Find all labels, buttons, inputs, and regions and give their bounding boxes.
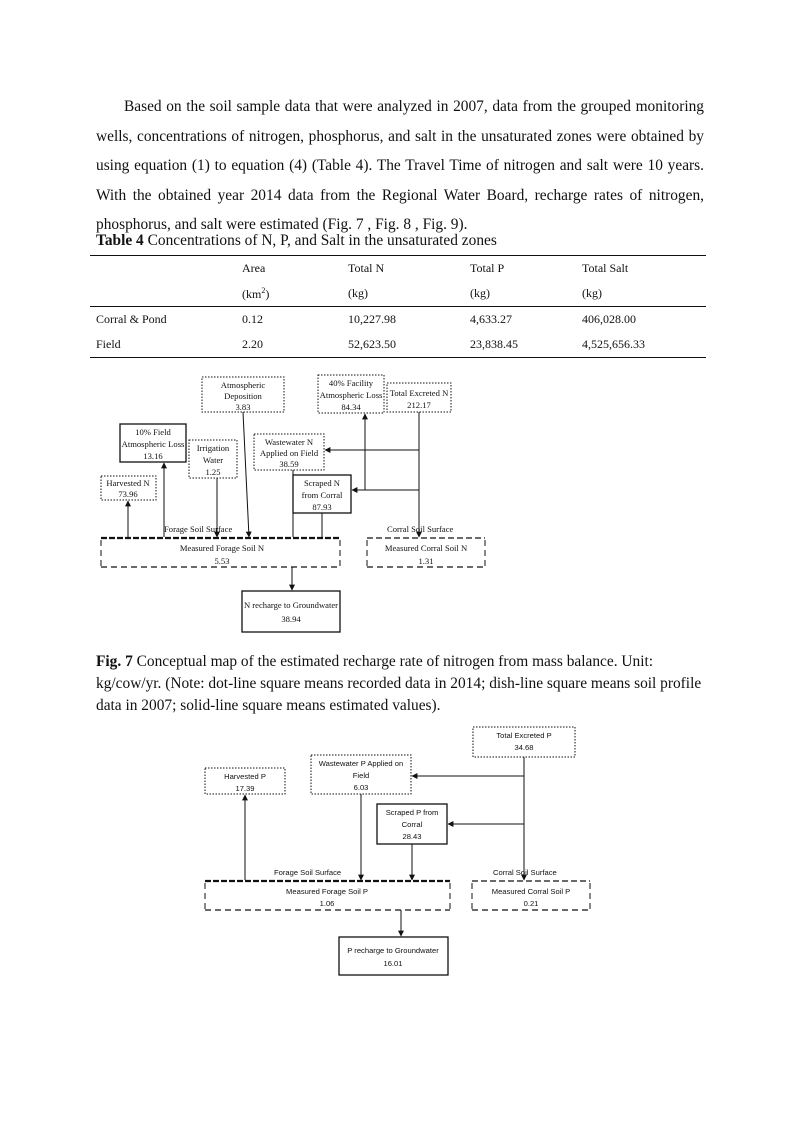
fig7-scr-l1: Scraped N <box>303 478 341 488</box>
fig8-tot-exc-v: 34.68 <box>514 743 534 752</box>
fig7-recharge-l1: N recharge to Groundwater <box>243 600 339 610</box>
fig7-field-loss-l2: Atmospheric Loss <box>121 439 185 449</box>
fig7-corral-surface-label: Corral Soil Surface <box>387 524 454 534</box>
header-area: Area <box>242 256 348 282</box>
fig7-recharge-v: 38.94 <box>281 614 301 624</box>
unit-total-n: (kg) <box>348 286 368 300</box>
fig7-ww-v: 38.59 <box>279 459 299 469</box>
fig7-irr-l2: Water <box>202 455 224 465</box>
fig8-harv-l1: Harvested P <box>224 772 266 781</box>
paragraph-text: Based on the soil sample data that were analyzed in 2007, data from the grouped monitoring wells, concentrations of nitrogen, phosphorus, and salt in the unsaturated zones were obtained by using equation (1) to equation (4) (Table 4). The Travel Time of nitrogen and salt were 10 years. With the obtained year 2014 data from the Regional Water Board, recharge rates of nitrogen, phosphorus, and salt were estimated (Fig. 7 , Fig. 8 , Fig. 9). <box>96 98 704 234</box>
unit-area-sup: 2 <box>261 285 266 295</box>
table-caption-label: Table 4 <box>96 232 144 249</box>
fig8-forage-surface-label: Forage Soil Surface <box>274 868 342 877</box>
fig8-ww-l2: Field <box>352 771 370 780</box>
cell-area: 0.12 <box>242 307 348 333</box>
fig8-scr-v: 28.43 <box>402 832 422 841</box>
fig8-recharge-v: 16.01 <box>383 959 403 968</box>
fig8-meas-forage-l1: Measured Forage Soil P <box>286 887 368 896</box>
fig8-scr-l2: Corral <box>401 820 423 829</box>
unit-area-close: ) <box>265 286 270 301</box>
fig7-atm-dep-l1: Atmospheric <box>220 380 266 390</box>
header-total-p: Total P <box>470 256 582 282</box>
fig8-recharge-l1: P recharge to Groundwater <box>347 946 439 955</box>
fig8-box-recharge <box>339 937 448 975</box>
fig7-meas-forage-v: 5.53 <box>214 556 230 566</box>
header-total-n: Total N <box>348 256 470 282</box>
fig7-atm-dep-v: 3.83 <box>235 402 251 412</box>
cell-total-n: 52,623.50 <box>348 332 470 358</box>
fig7-ww-l1: Wastewater N <box>264 437 314 447</box>
fig7-meas-forage-l1: Measured Forage Soil N <box>179 543 265 553</box>
unit-total-salt: (kg) <box>582 286 602 300</box>
cell-site: Field <box>90 332 242 358</box>
fig8-corral-surface-label: Corral Soil Surface <box>493 868 557 877</box>
fig8-ww-l1: Wastewater P Applied on <box>318 759 404 768</box>
fig7-harv-l1: Harvested N <box>106 478 150 488</box>
fig7-nitrogen-diagram <box>101 375 485 632</box>
fig8-scr-l1: Scraped P from <box>385 808 439 817</box>
cell-total-salt: 4,525,656.33 <box>582 332 706 358</box>
fig7-fac-loss-l1: 40% Facility <box>328 378 374 388</box>
fig7-fac-loss-v: 84.34 <box>341 402 361 412</box>
fig7-atm-dep-l2: Deposition <box>224 391 262 401</box>
figure-7-caption <box>96 651 708 716</box>
fig8-meas-corral-v: 0.21 <box>523 899 539 908</box>
unit-total-p: (kg) <box>470 286 490 300</box>
fig7-scr-l2: from Corral <box>301 490 343 500</box>
fig7-scr-v: 87.93 <box>312 502 332 512</box>
figure-7-caption-label: Fig. 7 <box>96 653 133 670</box>
cell-total-n: 10,227.98 <box>348 307 470 333</box>
fig8-harv-v: 17.39 <box>235 784 255 793</box>
fig7-field-loss-l1: 10% Field <box>135 427 171 437</box>
fig7-irr-v: 1.25 <box>205 467 221 477</box>
figure-7-caption-text: Conceptual map of the estimated recharge rate of nitrogen from mass balance. Unit: kg/cow/yr. (Note: dot-line square means recorded data in 2014; dish-line square means soil profile data in 2007; solid-line square means estimated values). <box>96 653 702 714</box>
fig7-harv-v: 73.96 <box>118 489 138 499</box>
fig7-fac-loss-l2: Atmospheric Loss <box>319 390 383 400</box>
cell-site: Corral & Pond <box>90 307 242 333</box>
cell-area: 2.20 <box>242 332 348 358</box>
fig8-phosphorus-diagram <box>205 727 590 975</box>
unit-area-text: (km <box>242 286 262 301</box>
fig8-ww-v: 6.03 <box>353 783 369 792</box>
fig7-forage-surface-label: Forage Soil Surface <box>164 524 233 534</box>
fig7-tot-exc-v: 212.17 <box>407 400 431 410</box>
cell-total-salt: 406,028.00 <box>582 307 706 333</box>
fig8-meas-corral-l1: Measured Corral Soil P <box>491 887 571 896</box>
fig7-box-recharge <box>242 591 340 632</box>
fig7-tot-exc-l1: Total Excreted N <box>389 388 449 398</box>
fig7-meas-corral-l1: Measured Corral Soil N <box>384 543 468 553</box>
fig8-meas-forage-v: 1.06 <box>319 899 335 908</box>
fig7-ww-l2: Applied on Field <box>259 448 319 458</box>
header-total-salt: Total Salt <box>582 256 706 282</box>
cell-total-p: 4,633.27 <box>470 307 582 333</box>
cell-total-p: 23,838.45 <box>470 332 582 358</box>
table-caption-text: Concentrations of N, P, and Salt in the unsaturated zones <box>147 232 497 249</box>
fig8-tot-exc-l1: Total Excreted P <box>496 731 552 740</box>
fig7-irr-l1: Irrigation <box>196 443 230 453</box>
fig7-field-loss-v: 13.16 <box>143 451 163 461</box>
fig7-meas-corral-v: 1.31 <box>418 556 434 566</box>
fig7-arrow-atm-dep <box>243 412 249 537</box>
